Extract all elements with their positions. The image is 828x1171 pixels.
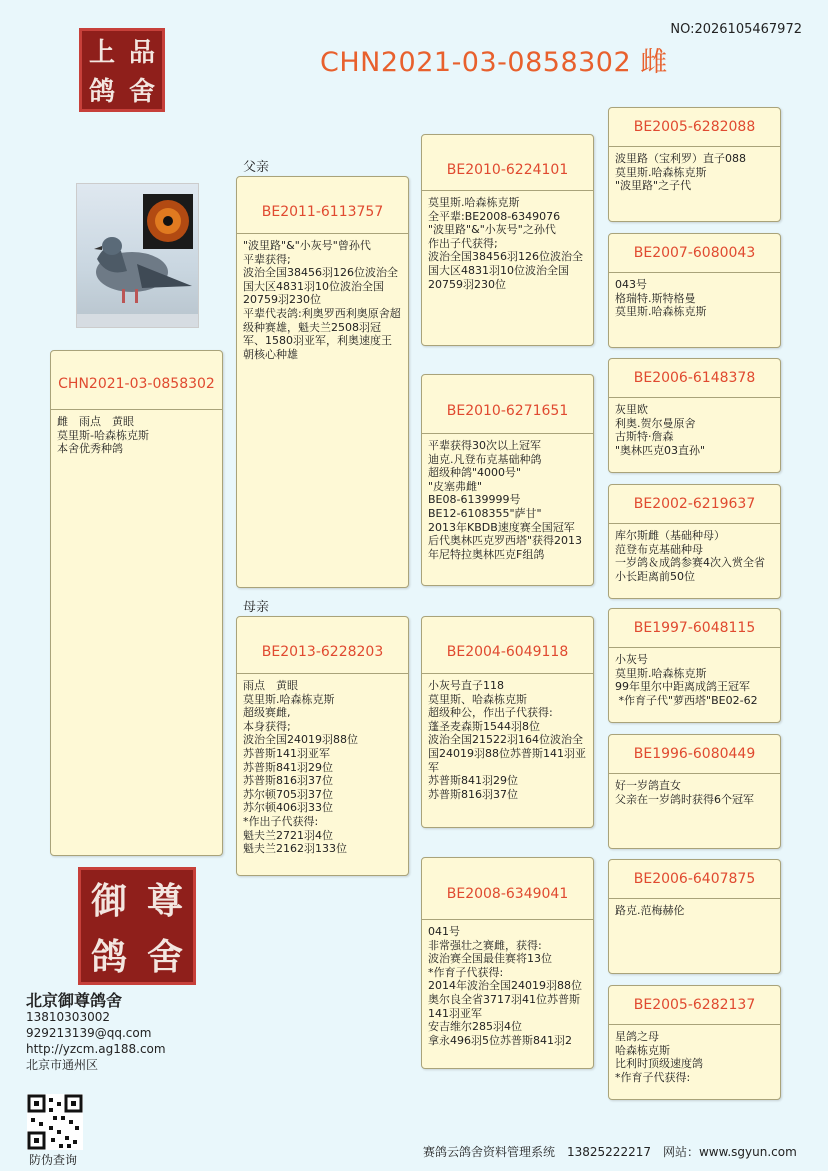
great-grandparent-notes: 库尔斯雌（基础种母） 范登布克基础种母 一岁鸽＆成鸽参赛4次入赏全省小长距离前50位	[615, 529, 765, 583]
seal-char: 品	[128, 38, 155, 68]
great-grandparent-notes: 小灰号 莫里斯.哈森栋克斯 99年里尔中距离成鸽王冠军 *作育子代"萝西塔"BE02-62	[615, 653, 758, 707]
great-grandparent-ring: BE1996-6080449	[609, 735, 780, 774]
great-grandparent-card	[608, 985, 781, 1100]
father-label: 父亲	[243, 160, 270, 175]
great-grandparent-card	[608, 107, 781, 222]
great-grandparent-ring: BE2006-6407875	[609, 860, 780, 899]
maternal-granddam-notes: 041号 非常强壮之赛雌，获得: 波治赛全国最佳赛将13位 *作育子代获得: 2014年波治全国24019羽88位奥尔良全省3717羽41位苏普斯141羽亚军 安吉维尔285羽4位 拿永496羽5位苏普斯841羽2	[428, 925, 582, 1047]
contact-email[interactable]: 929213139@qq.com	[26, 1026, 152, 1040]
great-grandparent-notes: 波里路（宝利罗）直子088 莫里斯.哈森栋克斯 "波里路"之子代	[615, 152, 746, 193]
great-grandparent-notes: 好一岁鸽直女 父亲在一岁鸽时获得6个冠军	[615, 779, 754, 806]
great-grandparent-ring: BE2006-6148378	[609, 359, 780, 398]
maternal-granddam-card	[421, 857, 594, 1069]
paternal-granddam-notes: 平辈获得30次以上冠军 迪克.凡登布克基础种鸽 超级种鸽"4000号" "皮塞弗雌" BE08-6139999号 BE12-6108355"萨甘" 2013年KBDB速度赛全国冠军 后代奥林匹克罗西塔"获得2013年尼特拉奥林匹克F组鸽	[428, 439, 583, 561]
seal-char: 御	[90, 879, 127, 922]
seal-char: 鸽	[90, 935, 127, 978]
maternal-grandsire-ring: BE2004-6049118	[422, 617, 593, 674]
subject-notes: 雌 雨点 黄眼 莫里斯-哈森栋克斯 本舍优秀种鸽	[57, 415, 149, 456]
great-grandparent-card	[608, 233, 781, 348]
mother-label: 母亲	[243, 600, 270, 615]
great-grandparent-ring: BE2007-6080043	[609, 234, 780, 273]
contact-url[interactable]: http://yzcm.ag188.com	[26, 1042, 166, 1056]
seal-char: 尊	[146, 879, 183, 922]
pigeon-photo	[76, 183, 199, 328]
pedigree-title: CHN2021-03-0858302 雌	[320, 47, 668, 78]
subject-ring-number: CHN2021-03-0858302	[51, 351, 222, 410]
great-grandparent-card	[608, 859, 781, 974]
great-grandparent-notes: 路克.范梅赫伦	[615, 904, 685, 917]
mother-notes: 雨点 黄眼 莫里斯.哈森栋克斯 超级赛雌, 本身获得; 波治全国24019羽88位 苏普斯141羽亚军 苏普斯841羽29位 苏普斯816羽37位 苏尔顿705羽37位 苏尔顿406羽33位 *作出子代获得: 魁夫兰2721羽4位 魁夫兰2162羽133位	[243, 679, 358, 856]
seal-char: 鸽	[88, 77, 115, 107]
great-grandparent-ring: BE2005-6282137	[609, 986, 780, 1025]
paternal-grandsire-notes: 莫里斯.哈森栋克斯 全平辈:BE2008-6349076 "波里路"&"小灰号"之孙代 作出子代获得; 波治全国38456羽126位波治全国大区4831羽10位波治全国20759羽230位	[428, 196, 583, 291]
seal-char: 上	[88, 38, 115, 68]
footer-text: 赛鸽云鸽舍资料管理系统 13825222217 网站：www.sgyun.com	[423, 1145, 797, 1159]
great-grandparent-notes: 灰里欧 利奥.贺尔曼原舍 古斯特·詹森 "奥林匹克03直孙"	[615, 403, 706, 457]
qr-label: 防伪查询	[29, 1153, 78, 1167]
great-grandparent-ring: BE1997-6048115	[609, 609, 780, 648]
great-grandparent-card	[608, 484, 781, 599]
father-notes: "波里路"&"小灰号"曾孙代 平辈获得; 波治全国38456羽126位波治全国大区4831羽10位波治全国20759羽230位 平辈代表鸽:利奥罗西利奥原舍超级种赛雄，魁夫兰2508羽冠军、1580羽亚军，利奥速度王朝核心种雄	[243, 239, 401, 361]
loft-name: 北京御尊鸽舍	[26, 991, 123, 1010]
seal-char: 舍	[128, 77, 155, 107]
maternal-grandsire-card	[421, 616, 594, 828]
father-ring-number: BE2011-6113757	[237, 177, 408, 234]
mother-card	[236, 616, 409, 876]
father-card	[236, 176, 409, 588]
paternal-grandsire-card	[421, 134, 594, 346]
great-grandparent-notes: 043号 格瑞特.斯特格曼 莫里斯.哈森栋克斯	[615, 278, 707, 319]
maternal-grandsire-notes: 小灰号直子118 莫里斯、哈森栋克斯 超级种公，作出子代获得: 蓬圣麦森斯1544羽8位 波治全国21522羽164位波治全国24019羽88位苏普斯141羽亚军 苏普斯841羽29位 苏普斯816羽37位	[428, 679, 586, 801]
great-grandparent-card	[608, 608, 781, 723]
doc-number: NO:2026105467972	[670, 22, 802, 37]
paternal-granddam-card	[421, 374, 594, 586]
paternal-grandsire-ring: BE2010-6224101	[422, 135, 593, 191]
bottom-seal-stamp	[78, 867, 196, 985]
mother-ring-number: BE2013-6228203	[237, 617, 408, 674]
subject-card	[50, 350, 223, 856]
great-grandparent-ring: BE2005-6282088	[609, 108, 780, 147]
top-seal-stamp	[79, 28, 165, 112]
great-grandparent-ring: BE2002-6219637	[609, 485, 780, 524]
great-grandparent-card	[608, 734, 781, 849]
great-grandparent-card	[608, 358, 781, 473]
seal-char: 舍	[146, 935, 183, 978]
contact-address: 北京市通州区	[26, 1058, 99, 1072]
maternal-granddam-ring: BE2008-6349041	[422, 858, 593, 920]
paternal-granddam-ring: BE2010-6271651	[422, 375, 593, 434]
contact-phone: 13810303002	[26, 1010, 110, 1024]
qr-code[interactable]	[27, 1094, 83, 1150]
great-grandparent-notes: 星鸽之母 哈森栋克斯 比利时顶级速度鸽 *作育子代获得:	[615, 1030, 703, 1084]
